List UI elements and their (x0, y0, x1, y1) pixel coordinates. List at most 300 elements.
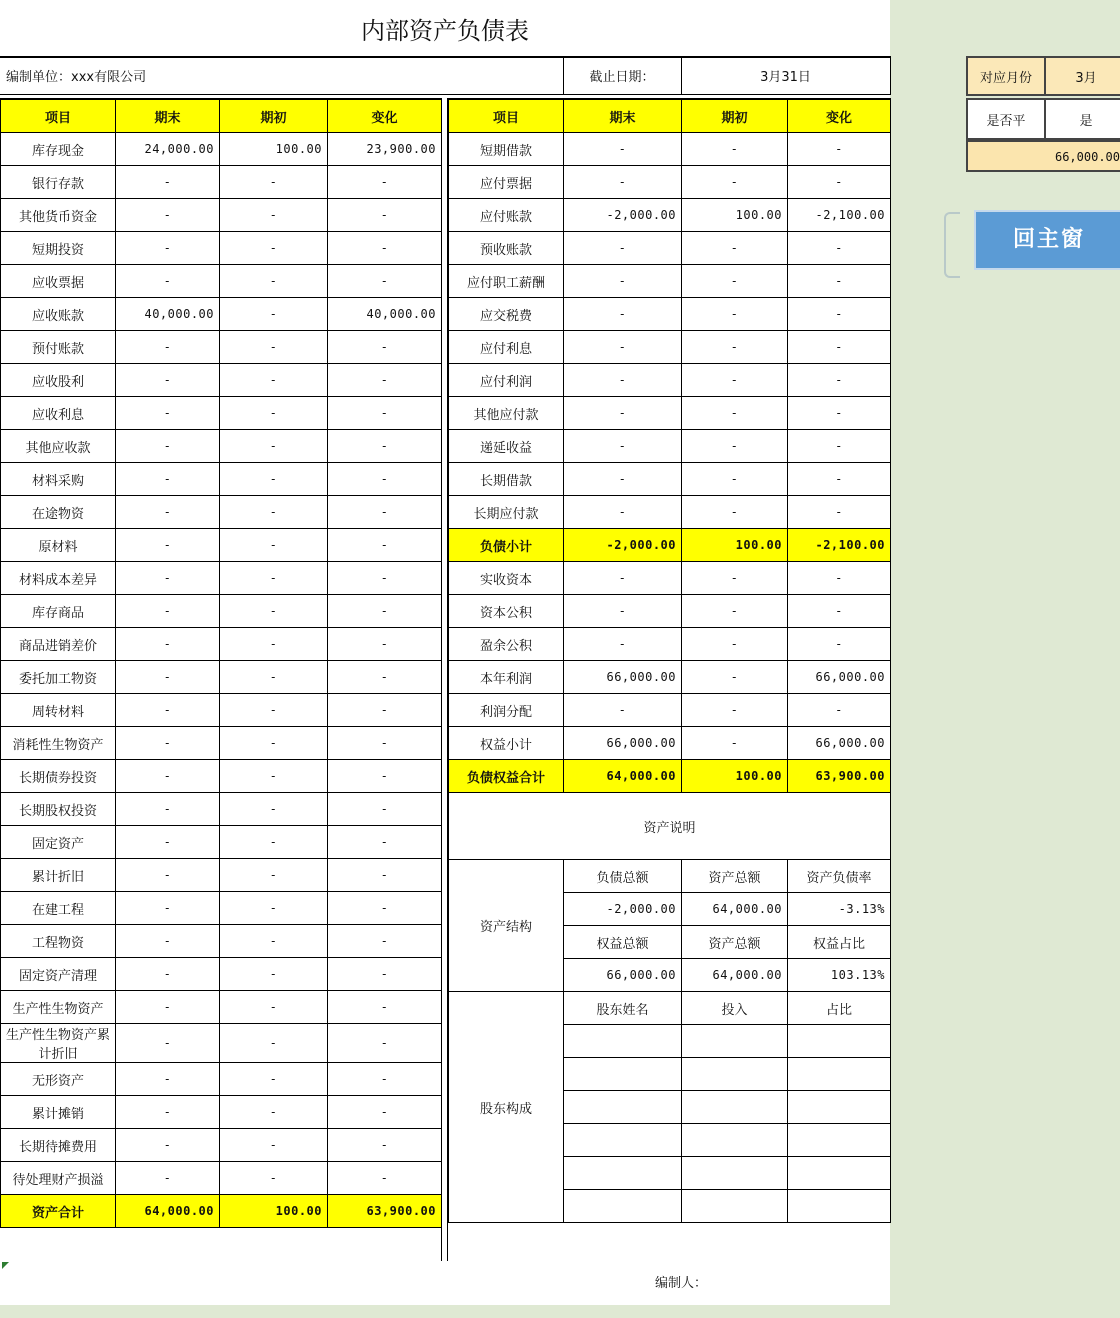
end-value[interactable]: - (564, 331, 682, 364)
shareholder-cell[interactable] (788, 1124, 891, 1157)
begin-value[interactable]: - (220, 958, 328, 991)
structure-value[interactable]: -2,000.00 (564, 893, 682, 926)
item-name[interactable]: 银行存款 (1, 166, 116, 199)
change-value[interactable]: - (328, 496, 442, 529)
begin-value[interactable]: - (220, 331, 328, 364)
item-name[interactable]: 材料成本差异 (1, 562, 116, 595)
item-name[interactable]: 固定资产清理 (1, 958, 116, 991)
liabilities-subtotal-row (449, 529, 891, 562)
item-name[interactable]: 材料采购 (1, 463, 116, 496)
item-name[interactable]: 其他应付款 (449, 397, 564, 430)
begin-value[interactable]: - (682, 463, 788, 496)
change-value[interactable]: - (788, 166, 891, 199)
begin-value[interactable]: - (220, 397, 328, 430)
end-value[interactable]: - (116, 793, 220, 826)
asset-row (1, 199, 442, 232)
structure-value[interactable]: 64,000.00 (682, 959, 788, 992)
assets-total-row (1, 1195, 442, 1228)
begin-value[interactable]: - (682, 628, 788, 661)
change-value[interactable]: - (788, 397, 891, 430)
end-value[interactable]: - (116, 727, 220, 760)
change-value[interactable]: - (788, 595, 891, 628)
end-value[interactable]: - (564, 595, 682, 628)
end-value[interactable]: - (564, 232, 682, 265)
change-value[interactable]: - (328, 1063, 442, 1096)
balance-value[interactable]: 是 (1045, 99, 1120, 139)
structure-value[interactable]: -3.13% (788, 893, 891, 926)
asset-row (1, 661, 442, 694)
end-value[interactable]: - (116, 331, 220, 364)
shareholder-cell[interactable] (788, 1025, 891, 1058)
change-value[interactable]: - (328, 463, 442, 496)
end-value[interactable]: - (564, 133, 682, 166)
item-name[interactable]: 消耗性生物资产 (1, 727, 116, 760)
begin-value[interactable]: - (220, 661, 328, 694)
end-value[interactable]: - (116, 430, 220, 463)
end-value[interactable]: - (564, 628, 682, 661)
change-value[interactable]: - (328, 562, 442, 595)
liability-row (449, 133, 891, 166)
item-name[interactable]: 短期投资 (1, 232, 116, 265)
structure-header[interactable]: 负债总额 (564, 860, 682, 893)
begin-value[interactable]: - (220, 826, 328, 859)
begin-value[interactable]: - (220, 265, 328, 298)
shareholder-cell[interactable] (682, 1157, 788, 1190)
item-name[interactable]: 资产合计 (1, 1195, 116, 1228)
change-value[interactable]: 23,900.00 (328, 133, 442, 166)
company-unit[interactable]: 编制单位：xxx有限公司 (0, 57, 563, 95)
shareholder-cell[interactable] (564, 1025, 682, 1058)
item-name[interactable]: 盈余公积 (449, 628, 564, 661)
change-value[interactable]: - (328, 727, 442, 760)
structure-header[interactable]: 权益占比 (788, 926, 891, 959)
item-name[interactable]: 生产性生物资产累计折旧 (1, 1024, 116, 1063)
asset-row (1, 133, 442, 166)
end-value[interactable]: - (116, 463, 220, 496)
change-value[interactable]: - (788, 133, 891, 166)
change-value[interactable]: - (788, 463, 891, 496)
begin-value[interactable]: - (220, 364, 328, 397)
change-value[interactable]: - (788, 298, 891, 331)
asset-notes-title[interactable]: 资产说明 (449, 793, 891, 860)
asset-row (1, 793, 442, 826)
change-value[interactable]: - (328, 628, 442, 661)
item-name[interactable]: 短期借款 (449, 133, 564, 166)
change-value[interactable]: - (788, 628, 891, 661)
change-value[interactable]: - (328, 199, 442, 232)
item-name[interactable]: 原材料 (1, 529, 116, 562)
structure-value[interactable]: 103.13% (788, 959, 891, 992)
shareholder-cell[interactable] (564, 1190, 682, 1223)
begin-value[interactable]: - (220, 727, 328, 760)
begin-value[interactable]: - (220, 496, 328, 529)
end-value[interactable]: - (116, 364, 220, 397)
item-name[interactable]: 应收利息 (1, 397, 116, 430)
change-value[interactable]: - (328, 430, 442, 463)
shareholder-column-header[interactable]: 占比 (788, 992, 891, 1025)
end-value[interactable]: -2,000.00 (564, 529, 682, 562)
begin-value[interactable]: - (220, 628, 328, 661)
end-value[interactable]: - (116, 1162, 220, 1195)
end-value[interactable]: - (116, 694, 220, 727)
item-name[interactable]: 其他应收款 (1, 430, 116, 463)
begin-value[interactable]: - (682, 166, 788, 199)
equity-row (449, 595, 891, 628)
end-value[interactable]: - (116, 529, 220, 562)
change-value[interactable]: - (328, 859, 442, 892)
change-value[interactable]: - (328, 529, 442, 562)
change-value[interactable]: - (788, 694, 891, 727)
item-name[interactable]: 应付利润 (449, 364, 564, 397)
change-value[interactable]: 66,000.00 (788, 661, 891, 694)
item-name[interactable]: 委托加工物资 (1, 661, 116, 694)
begin-value[interactable]: - (220, 793, 328, 826)
liability-row (449, 199, 891, 232)
end-value[interactable]: - (116, 1063, 220, 1096)
begin-value[interactable]: - (220, 463, 328, 496)
item-name[interactable]: 预收账款 (449, 232, 564, 265)
begin-value[interactable]: - (220, 1063, 328, 1096)
item-name[interactable]: 长期债券投资 (1, 760, 116, 793)
item-name[interactable]: 固定资产 (1, 826, 116, 859)
begin-value[interactable]: - (220, 562, 328, 595)
asset-row (1, 826, 442, 859)
begin-value[interactable]: - (682, 397, 788, 430)
item-name[interactable]: 本年利润 (449, 661, 564, 694)
end-value[interactable]: - (564, 166, 682, 199)
change-value[interactable]: - (328, 793, 442, 826)
column-header[interactable]: 项目 (1, 99, 116, 133)
column-header[interactable]: 项目 (449, 99, 564, 133)
assets-table (0, 98, 442, 1228)
item-name[interactable]: 在途物资 (1, 496, 116, 529)
begin-value[interactable]: - (682, 496, 788, 529)
item-name[interactable]: 待处理财产损溢 (1, 1162, 116, 1195)
asset-row (1, 562, 442, 595)
date-value[interactable]: 3月31日 (681, 57, 890, 95)
item-name[interactable]: 库存现金 (1, 133, 116, 166)
begin-value[interactable]: - (682, 562, 788, 595)
end-value[interactable]: - (564, 397, 682, 430)
end-value[interactable]: - (116, 1129, 220, 1162)
column-header[interactable]: 变化 (788, 99, 891, 133)
end-value[interactable]: - (564, 496, 682, 529)
table-header (449, 99, 891, 133)
end-value[interactable]: - (564, 430, 682, 463)
change-value[interactable]: - (788, 265, 891, 298)
end-value[interactable]: - (116, 397, 220, 430)
item-name[interactable]: 累计折旧 (1, 859, 116, 892)
end-value[interactable]: - (116, 595, 220, 628)
end-value[interactable]: - (116, 925, 220, 958)
item-name[interactable]: 应付职工薪酬 (449, 265, 564, 298)
shareholder-cell[interactable] (788, 1058, 891, 1091)
change-value[interactable]: 63,900.00 (788, 760, 891, 793)
item-name[interactable]: 在建工程 (1, 892, 116, 925)
item-name[interactable]: 应收股利 (1, 364, 116, 397)
end-value[interactable]: - (116, 199, 220, 232)
shareholder-cell[interactable] (564, 1157, 682, 1190)
begin-value[interactable]: - (682, 727, 788, 760)
equity-row (449, 661, 891, 694)
shareholder-column-header[interactable]: 股东姓名 (564, 992, 682, 1025)
end-value[interactable]: - (116, 628, 220, 661)
begin-value[interactable]: - (682, 364, 788, 397)
item-name[interactable]: 应付利息 (449, 331, 564, 364)
sheet-title: 内部资产负债表 (0, 0, 890, 58)
item-name[interactable]: 利润分配 (449, 694, 564, 727)
begin-value[interactable]: - (682, 232, 788, 265)
liability-row (449, 430, 891, 463)
change-value[interactable]: - (788, 562, 891, 595)
change-value[interactable]: - (328, 265, 442, 298)
begin-value[interactable]: - (220, 760, 328, 793)
item-name[interactable]: 长期待摊费用 (1, 1129, 116, 1162)
column-header[interactable]: 期末 (564, 99, 682, 133)
begin-value[interactable]: - (220, 1024, 328, 1063)
date-label[interactable]: 截止日期： (563, 57, 681, 95)
begin-value[interactable]: 100.00 (220, 1195, 328, 1228)
item-name[interactable]: 权益小计 (449, 727, 564, 760)
month-value[interactable]: 3月 (1045, 57, 1120, 95)
structure-label[interactable]: 资产结构 (449, 860, 564, 992)
item-name[interactable]: 资本公积 (449, 595, 564, 628)
column-header[interactable]: 期初 (682, 99, 788, 133)
item-name[interactable]: 应收账款 (1, 298, 116, 331)
asset-row (1, 628, 442, 661)
begin-value[interactable]: 100.00 (682, 760, 788, 793)
footer (0, 1262, 890, 1305)
shareholder-cell[interactable] (564, 1124, 682, 1157)
begin-value[interactable]: - (682, 265, 788, 298)
begin-value[interactable]: - (220, 430, 328, 463)
change-value[interactable]: - (328, 925, 442, 958)
change-value[interactable]: - (328, 1129, 442, 1162)
structure-header[interactable]: 资产负债率 (788, 860, 891, 893)
end-value[interactable]: 24,000.00 (116, 133, 220, 166)
change-value[interactable]: - (328, 991, 442, 1024)
shareholder-cell[interactable] (564, 1091, 682, 1124)
change-value[interactable]: - (788, 331, 891, 364)
end-value[interactable]: - (564, 694, 682, 727)
change-value[interactable]: 40,000.00 (328, 298, 442, 331)
item-name[interactable]: 累计摊销 (1, 1096, 116, 1129)
item-name[interactable]: 周转材料 (1, 694, 116, 727)
structure-header[interactable]: 资产总额 (682, 860, 788, 893)
end-value[interactable]: 64,000.00 (564, 760, 682, 793)
asset-row (1, 925, 442, 958)
begin-value[interactable]: - (220, 1096, 328, 1129)
begin-value[interactable]: - (220, 694, 328, 727)
item-name[interactable]: 实收资本 (449, 562, 564, 595)
end-value[interactable]: - (116, 958, 220, 991)
shareholder-cell[interactable] (682, 1124, 788, 1157)
month-label: 对应月份 (967, 57, 1045, 95)
liability-row (449, 496, 891, 529)
equity-row (449, 727, 891, 760)
begin-value[interactable]: - (220, 595, 328, 628)
begin-value[interactable]: - (682, 133, 788, 166)
end-value[interactable]: - (116, 661, 220, 694)
end-value[interactable]: - (116, 232, 220, 265)
change-value[interactable]: - (328, 1162, 442, 1195)
change-value[interactable]: - (328, 364, 442, 397)
item-name[interactable]: 负债小计 (449, 529, 564, 562)
asset-row (1, 727, 442, 760)
end-value[interactable]: - (564, 364, 682, 397)
shareholder-cell[interactable] (682, 1091, 788, 1124)
shareholder-cell[interactable] (788, 1190, 891, 1223)
begin-value[interactable]: - (220, 166, 328, 199)
begin-value[interactable]: - (220, 859, 328, 892)
item-name[interactable]: 应交税费 (449, 298, 564, 331)
end-value[interactable]: - (116, 991, 220, 1024)
change-value[interactable]: - (328, 694, 442, 727)
liability-row (449, 232, 891, 265)
begin-value[interactable]: 100.00 (682, 199, 788, 232)
end-value[interactable]: - (564, 562, 682, 595)
liability-row (449, 463, 891, 496)
cell-comment-marker (2, 1262, 9, 1269)
begin-value[interactable]: 100.00 (220, 133, 328, 166)
change-value[interactable]: - (788, 232, 891, 265)
change-value[interactable]: - (328, 1024, 442, 1063)
change-value[interactable]: - (328, 661, 442, 694)
change-value[interactable]: - (328, 232, 442, 265)
item-name[interactable]: 库存商品 (1, 595, 116, 628)
change-value[interactable]: - (328, 331, 442, 364)
end-value[interactable]: - (116, 892, 220, 925)
asset-row (1, 166, 442, 199)
end-value[interactable]: 40,000.00 (116, 298, 220, 331)
item-name[interactable]: 其他货币资金 (1, 199, 116, 232)
change-value[interactable]: - (788, 430, 891, 463)
structure-header[interactable]: 资产总额 (682, 926, 788, 959)
home-button[interactable]: 回主窗 (974, 210, 1120, 270)
asset-row (1, 991, 442, 1024)
column-header[interactable]: 期初 (220, 99, 328, 133)
begin-value[interactable]: - (682, 694, 788, 727)
asset-notes-title-row (449, 793, 891, 860)
change-value[interactable]: - (328, 760, 442, 793)
change-value[interactable]: - (328, 826, 442, 859)
shareholder-cell[interactable] (682, 1190, 788, 1223)
change-value[interactable]: - (328, 595, 442, 628)
item-name[interactable]: 应收票据 (1, 265, 116, 298)
item-name[interactable]: 生产性生物资产 (1, 991, 116, 1024)
change-value[interactable]: - (328, 958, 442, 991)
change-value[interactable]: - (328, 1096, 442, 1129)
asset-row (1, 496, 442, 529)
begin-value[interactable]: - (220, 529, 328, 562)
begin-value[interactable]: - (682, 298, 788, 331)
shareholder-cell[interactable] (682, 1025, 788, 1058)
change-value[interactable]: - (788, 496, 891, 529)
item-name[interactable]: 商品进销差价 (1, 628, 116, 661)
end-value[interactable]: - (116, 1096, 220, 1129)
begin-value[interactable]: - (220, 925, 328, 958)
item-name[interactable]: 无形资产 (1, 1063, 116, 1096)
shareholder-label[interactable]: 股东构成 (449, 992, 564, 1223)
balance-sum[interactable]: 66,000.00 (966, 140, 1120, 172)
item-name[interactable]: 长期借款 (449, 463, 564, 496)
begin-value[interactable]: - (220, 298, 328, 331)
structure-value[interactable]: 66,000.00 (564, 959, 682, 992)
column-header[interactable]: 变化 (328, 99, 442, 133)
end-value[interactable]: 66,000.00 (564, 661, 682, 694)
equity-row (449, 694, 891, 727)
item-name[interactable]: 长期股权投资 (1, 793, 116, 826)
end-value[interactable]: - (116, 826, 220, 859)
change-value[interactable]: - (328, 892, 442, 925)
change-value[interactable]: -2,100.00 (788, 529, 891, 562)
change-value[interactable]: - (788, 364, 891, 397)
item-name[interactable]: 工程物资 (1, 925, 116, 958)
begin-value[interactable]: 100.00 (682, 529, 788, 562)
item-name[interactable]: 递延收益 (449, 430, 564, 463)
asset-row (1, 1096, 442, 1129)
begin-value[interactable]: - (220, 1162, 328, 1195)
item-name[interactable]: 应付账款 (449, 199, 564, 232)
begin-value[interactable]: - (220, 892, 328, 925)
item-name[interactable]: 应付票据 (449, 166, 564, 199)
column-header[interactable]: 期末 (116, 99, 220, 133)
end-value[interactable]: -2,000.00 (564, 199, 682, 232)
begin-value[interactable]: - (682, 595, 788, 628)
shareholder-cell[interactable] (788, 1157, 891, 1190)
shareholder-column-header[interactable]: 投入 (682, 992, 788, 1025)
end-value[interactable]: - (564, 463, 682, 496)
shareholder-cell[interactable] (788, 1091, 891, 1124)
end-value[interactable]: - (116, 166, 220, 199)
end-value[interactable]: - (116, 859, 220, 892)
preparer-label: 编制人： (655, 1276, 708, 1291)
end-value[interactable]: - (564, 298, 682, 331)
equity-row (449, 562, 891, 595)
item-name[interactable]: 长期应付款 (449, 496, 564, 529)
begin-value[interactable]: - (220, 199, 328, 232)
begin-value[interactable]: - (682, 430, 788, 463)
begin-value[interactable]: - (220, 1129, 328, 1162)
end-value[interactable]: - (116, 562, 220, 595)
item-name[interactable]: 负债权益合计 (449, 760, 564, 793)
shareholder-cell[interactable] (564, 1058, 682, 1091)
equity-row (449, 628, 891, 661)
liability-row (449, 397, 891, 430)
begin-value[interactable]: - (220, 232, 328, 265)
structure-value[interactable]: 64,000.00 (682, 893, 788, 926)
change-value[interactable]: 66,000.00 (788, 727, 891, 760)
structure-header[interactable]: 权益总额 (564, 926, 682, 959)
end-value[interactable]: - (564, 265, 682, 298)
begin-value[interactable]: - (682, 661, 788, 694)
asset-row (1, 529, 442, 562)
end-value[interactable]: - (116, 1024, 220, 1063)
end-value[interactable]: - (116, 496, 220, 529)
shareholder-cell[interactable] (682, 1058, 788, 1091)
item-name[interactable]: 预付账款 (1, 331, 116, 364)
change-value[interactable]: 63,900.00 (328, 1195, 442, 1228)
end-value[interactable]: - (116, 760, 220, 793)
begin-value[interactable]: - (220, 991, 328, 1024)
end-value[interactable]: - (116, 265, 220, 298)
change-value[interactable]: - (328, 397, 442, 430)
end-value[interactable]: 66,000.00 (564, 727, 682, 760)
end-value[interactable]: 64,000.00 (116, 1195, 220, 1228)
begin-value[interactable]: - (682, 331, 788, 364)
change-value[interactable]: -2,100.00 (788, 199, 891, 232)
change-value[interactable]: - (328, 166, 442, 199)
